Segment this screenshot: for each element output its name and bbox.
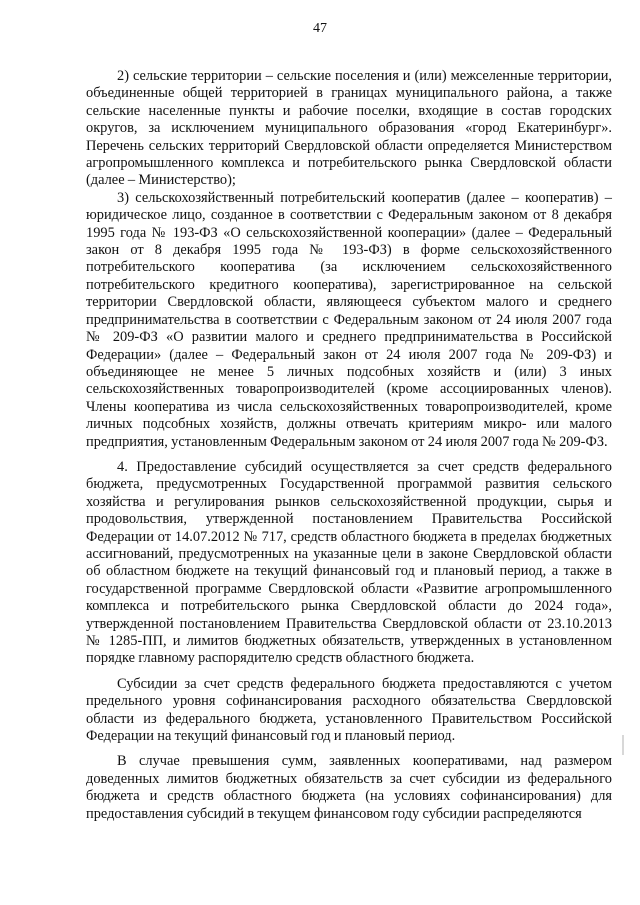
- paragraph-rural-territories: 2) сельские территории – сельские поселения и (или) межселенные территории, объединенные общей территорией в границах муниципального района, а также сельские населенные пункты и рабочие поселки, входящие в состав городских округов, за исключением муниципального образования «город Екатеринбург». Перечень сельских территорий Свердловской области определяется Министерством агропромышленного комплекса и потребительского рынка Свердловской области (далее – Министерство);: [86, 68, 612, 189]
- scan-margin-mark: [622, 735, 624, 755]
- paragraph-cooperative-definition: 3) сельскохозяйственный потребительский кооператив (далее – кооператив) – юридическое лицо, созданное в соответствии с Федеральным законом от 8 декабря 1995 года № 193-ФЗ «О сельскохозяйственной кооперации» (далее – Федеральный закон от 8 декабря 1995 года № 193-ФЗ) в форме сельскохозяйственного потребительского кооператива (за исключением сельскохозяйственного потребительского кредитного кооператива), зарегистрированное на сельской территории Свердловской области, являющееся субъектом малого и среднего предпринимательства в соответствии с Федеральным законом от 24 июля 2007 года № 209-ФЗ «О развитии малого и среднего предпринимательства в Российской Федерации» (далее – Федеральный закон от 24 июля 2007 года № 209-ФЗ) и объединяющее не менее 5 личных подсобных хозяйств и (или) 3 иных сельскохозяйственных товаропроизводителей (кроме ассоциированных членов). Члены кооператива из числа сельскохозяйственных товаропроизводителей, кроме личных подсобных хозяйств, должны отвечать критериям микро- или малого предприятия, установленным Федеральным законом от 24 июля 2007 года № 209-ФЗ.: [86, 189, 612, 450]
- paragraph-subsidy-funding: 4. Предоставление субсидий осуществляется за счет средств федерального бюджета, предусмотренных Государственной программой развития сельского хозяйства и регулирования рынков сельскохозяйственной продукции, сырья и продовольствия, утвержденной постановлением Правительства Российской Федерации от 14.07.2012 № 717, средств областного бюджета в пределах бюджетных ассигнований, предусмотренных на указанные цели в законе Свердловской области об областном бюджете на текущий финансовый год и плановый период, а также в государственной программе Свердловской области «Развитие агропромышленного комплекса и потребительского рынка Свердловской области до 2024 года», утвержденной постановлением Правительства Свердловской области от 23.10.2013 № 1285-ПП, и лимитов бюджетных обязательств, утвержденных в установленном порядке главному распорядителю средств областного бюджета.: [86, 458, 612, 667]
- paragraph-federal-cofinancing: Субсидии за счет средств федерального бюджета предоставляются с учетом предельного уровня софинансирования расходного обязательства Свердловской области из федерального бюджета, установленного Правительством Российской Федерации на текущий финансовый год и плановый период.: [86, 675, 612, 745]
- document-body: [86, 68, 612, 823]
- paragraph-excess-claims: В случае превышения сумм, заявленных кооперативами, над размером доведенных лимитов бюджетных обязательств за счет субсидии из федерального бюджета и средств областного бюджета (на условиях софинансирования) для предоставления субсидий в текущем финансовом году субсидии распределяются: [86, 753, 612, 822]
- page-number: 47: [313, 21, 327, 36]
